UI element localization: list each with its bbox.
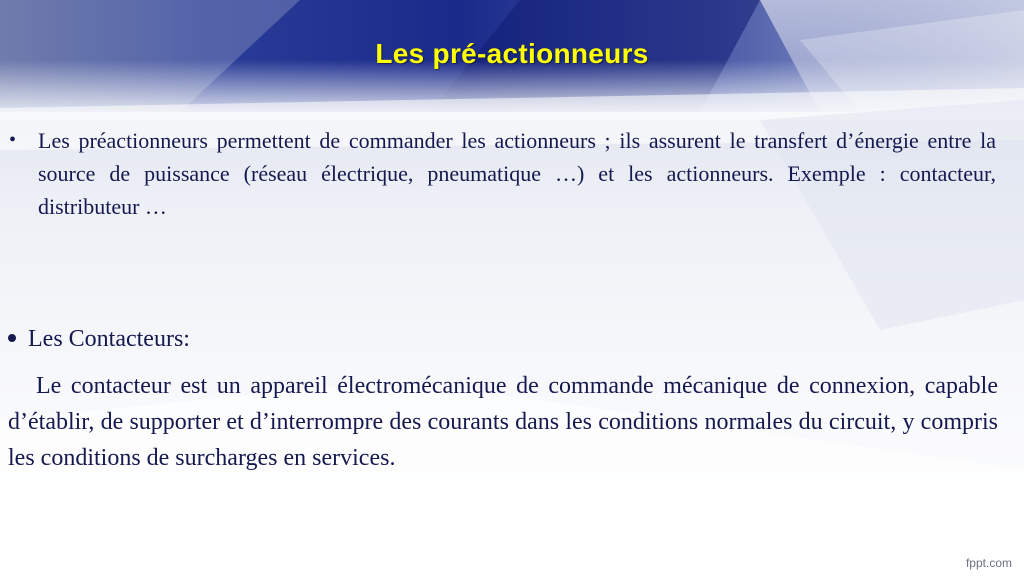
bullet-dot-icon bbox=[8, 334, 16, 342]
bullet-label: Les Contacteurs: bbox=[28, 326, 190, 352]
slide-title: Les pré-actionneurs bbox=[375, 38, 649, 69]
bullet-text: Les préactionneurs permettent de commander les actionneurs ; ils assurent le transfert d’énergie entre la source de puissance (réseau électrique, pneumatique …) et les actionneurs. Exemple : contacteur, distributeur … bbox=[38, 128, 996, 219]
bullet-marker: • bbox=[9, 129, 17, 151]
contacteur-definition: Le contacteur est un appareil électromécanique de commande mécanique de connexion, capable d’établir, de supporter et d’interrompre des courants dans les conditions normales du circuit, y compris les conditions de surcharges en services. bbox=[8, 373, 998, 471]
bullet-contacteurs bbox=[6, 322, 996, 356]
bullet-preactionneurs bbox=[6, 124, 996, 223]
watermark: fppt.com bbox=[965, 556, 1012, 570]
